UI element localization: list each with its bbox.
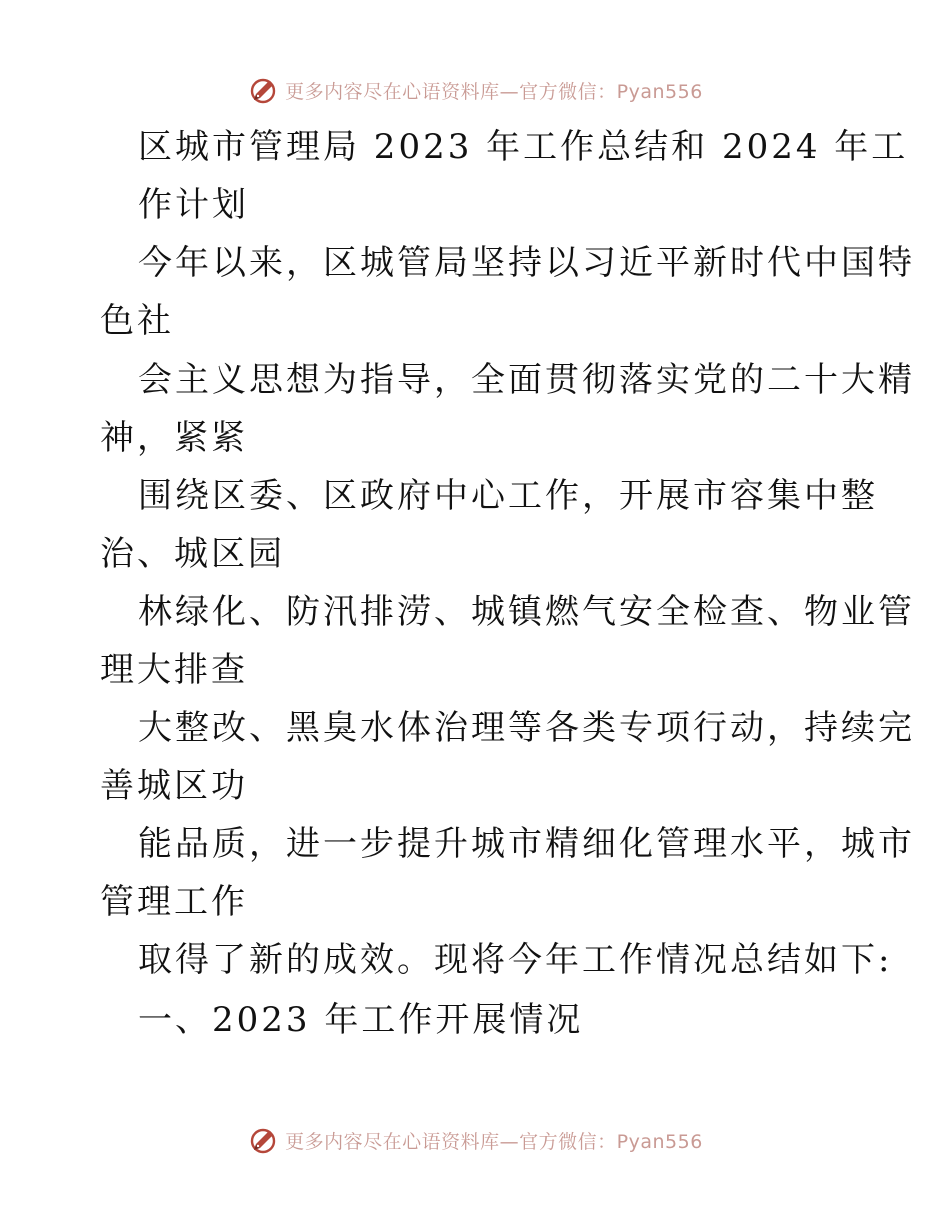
paragraph-line: 色社	[100, 301, 174, 341]
paragraph-line: 能品质，进一步提升城市精细化管理水平，城市	[138, 824, 915, 864]
paragraph-line: 林绿化、防汛排涝、城镇燃气安全检查、物业管	[138, 592, 915, 632]
paragraph-line: 管理工作	[100, 882, 248, 922]
section-heading: 一、2023 年工作开展情况	[138, 1000, 584, 1040]
pen-nib-logo-icon	[247, 1124, 279, 1156]
paragraph-line: 取得了新的成效。现将今年工作情况总结如下:	[138, 940, 893, 980]
doc-title-line-1: 区城市管理局 2023 年工作总结和 2024 年工	[138, 127, 909, 167]
watermark-group	[247, 74, 703, 106]
header-watermark	[0, 70, 950, 110]
paragraph-line: 今年以来，区城管局坚持以习近平新时代中国特	[138, 243, 915, 283]
watermark-text: 更多内容尽在心语资料库—官方微信：Pyan556	[285, 1130, 703, 1153]
watermark-group	[247, 1124, 703, 1156]
doc-title-line-2: 作计划	[138, 185, 249, 225]
paragraph-line: 理大排查	[100, 650, 248, 690]
watermark-text: 更多内容尽在心语资料库—官方微信：Pyan556	[285, 80, 703, 103]
paragraph-line: 善城区功	[100, 766, 248, 806]
paragraph-line: 围绕区委、区政府中心工作，开展市容集中整	[138, 476, 878, 516]
paragraph-line: 神，紧紧	[100, 418, 248, 458]
paragraph-line: 治、城区园	[100, 534, 285, 574]
footer-watermark	[0, 1120, 950, 1160]
paragraph-line: 会主义思想为指导，全面贯彻落实党的二十大精	[138, 360, 915, 400]
paragraph-line: 大整改、黑臭水体治理等各类专项行动，持续完	[138, 708, 915, 748]
pen-nib-logo-icon	[247, 74, 279, 106]
